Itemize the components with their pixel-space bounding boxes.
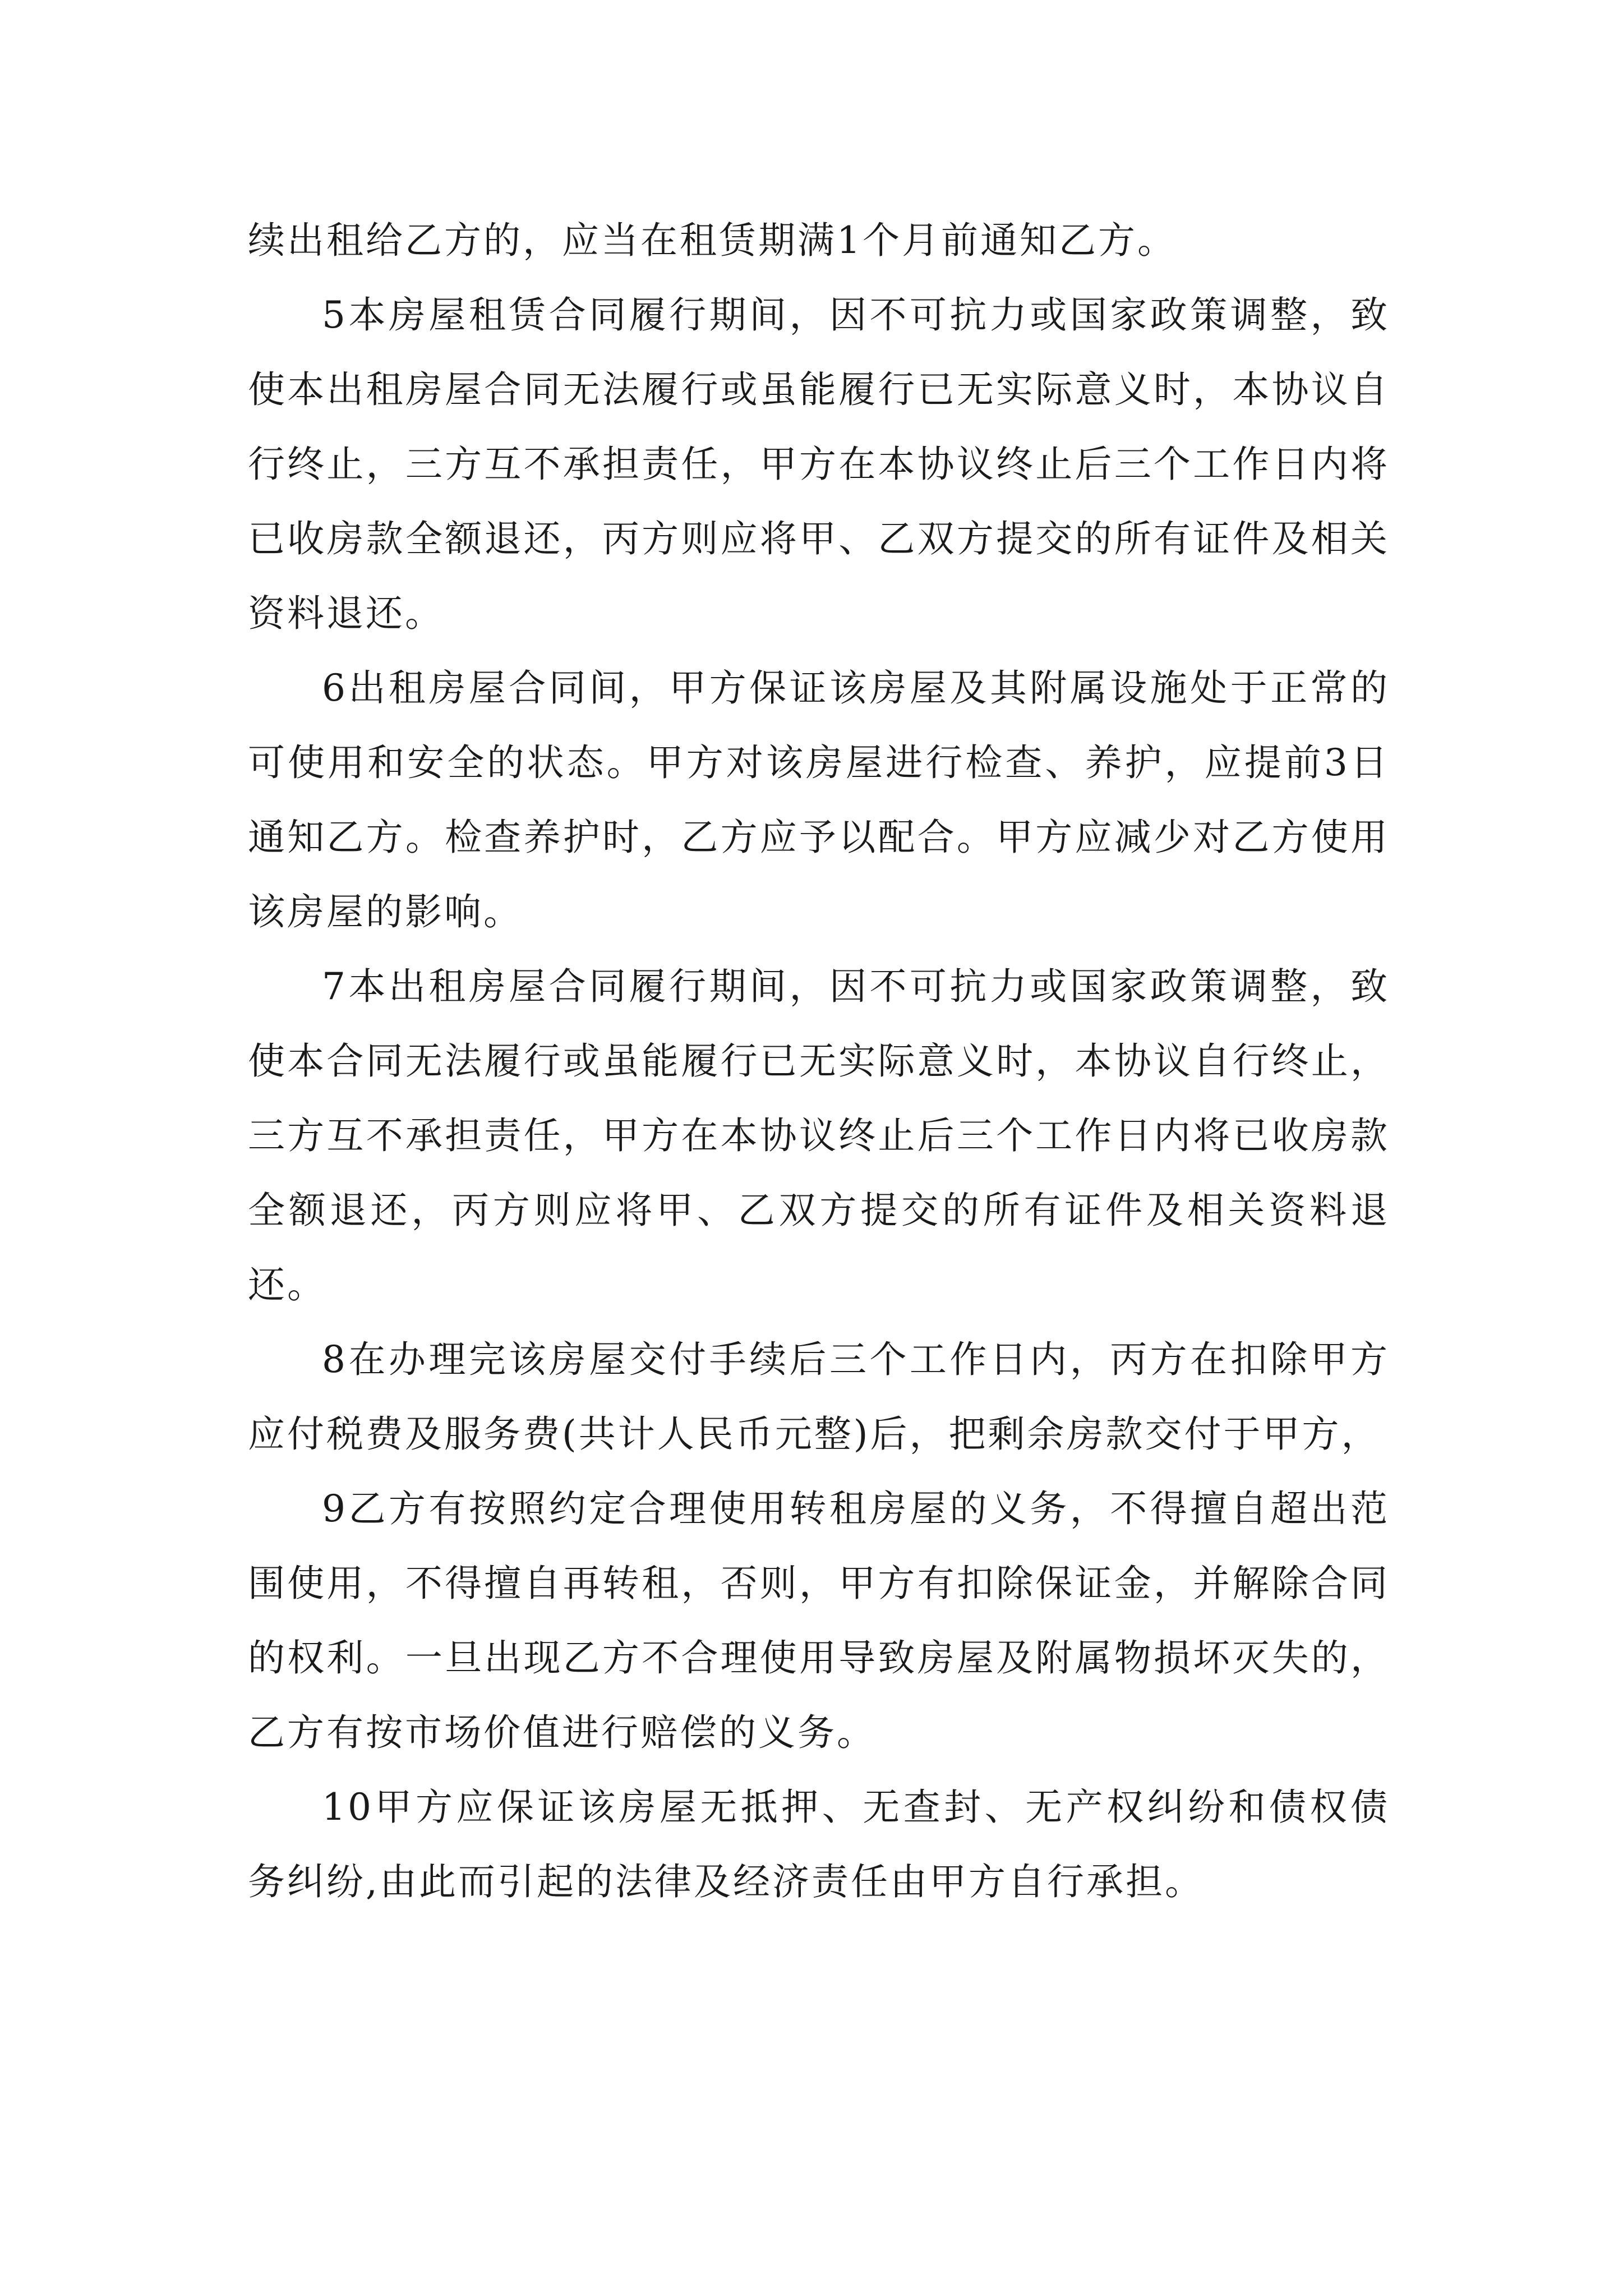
paragraph-clause-9: 9乙方有按照约定合理使用转租房屋的义务，不得擅自超出范围使用，不得擅自再转租，否则，甲方有扣除保证金，并解除合同的权利。一旦出现乙方不合理使用导致房屋及附属物损坏灭失的，乙方有按市场价值进行赔偿的义务。 — [248, 1487, 1390, 1754]
paragraph-clause-7: 7本出租房屋合同履行期间，因不可抗力或国家政策调整，致使本合同无法履行或虽能履行已无实际意义时，本协议自行终止，三方互不承担责任，甲方在本协议终止后三个工作日内将已收房款全额退还，丙方则应将甲、乙双方提交的所有证件及相关资料退还。 — [248, 965, 1390, 1306]
paragraph-clause-6: 6出租房屋合同间，甲方保证该房屋及其附属设施处于正常的可使用和安全的状态。甲方对该房屋进行检查、养护，应提前3日通知乙方。检查养护时，乙方应予以配合。甲方应减少对乙方使用该房屋的影响。 — [248, 666, 1390, 933]
paragraph-clause-5: 5本房屋租赁合同履行期间，因不可抗力或国家政策调整，致使本出租房屋合同无法履行或虽能履行已无实际意义时，本协议自行终止，三方互不承担责任，甲方在本协议终止后三个工作日内将已收房款全额退还，丙方则应将甲、乙双方提交的所有证件及相关资料退还。 — [248, 293, 1390, 635]
paragraph-continuation: 续出租给乙方的，应当在租赁期满1个月前通知乙方。 — [248, 219, 1177, 262]
paragraph-clause-10: 10甲方应保证该房屋无抵押、无查封、无产权纠纷和债权债务纠纷,由此而引起的法律及经济责任由甲方自行承担。 — [248, 1786, 1390, 1903]
document-body — [248, 203, 1390, 1919]
paragraph-clause-8: 8在办理完该房屋交付手续后三个工作日内，丙方在扣除甲方应付税费及服务费(共计人民币元整)后，把剩余房款交付于甲方， — [248, 1338, 1390, 1456]
